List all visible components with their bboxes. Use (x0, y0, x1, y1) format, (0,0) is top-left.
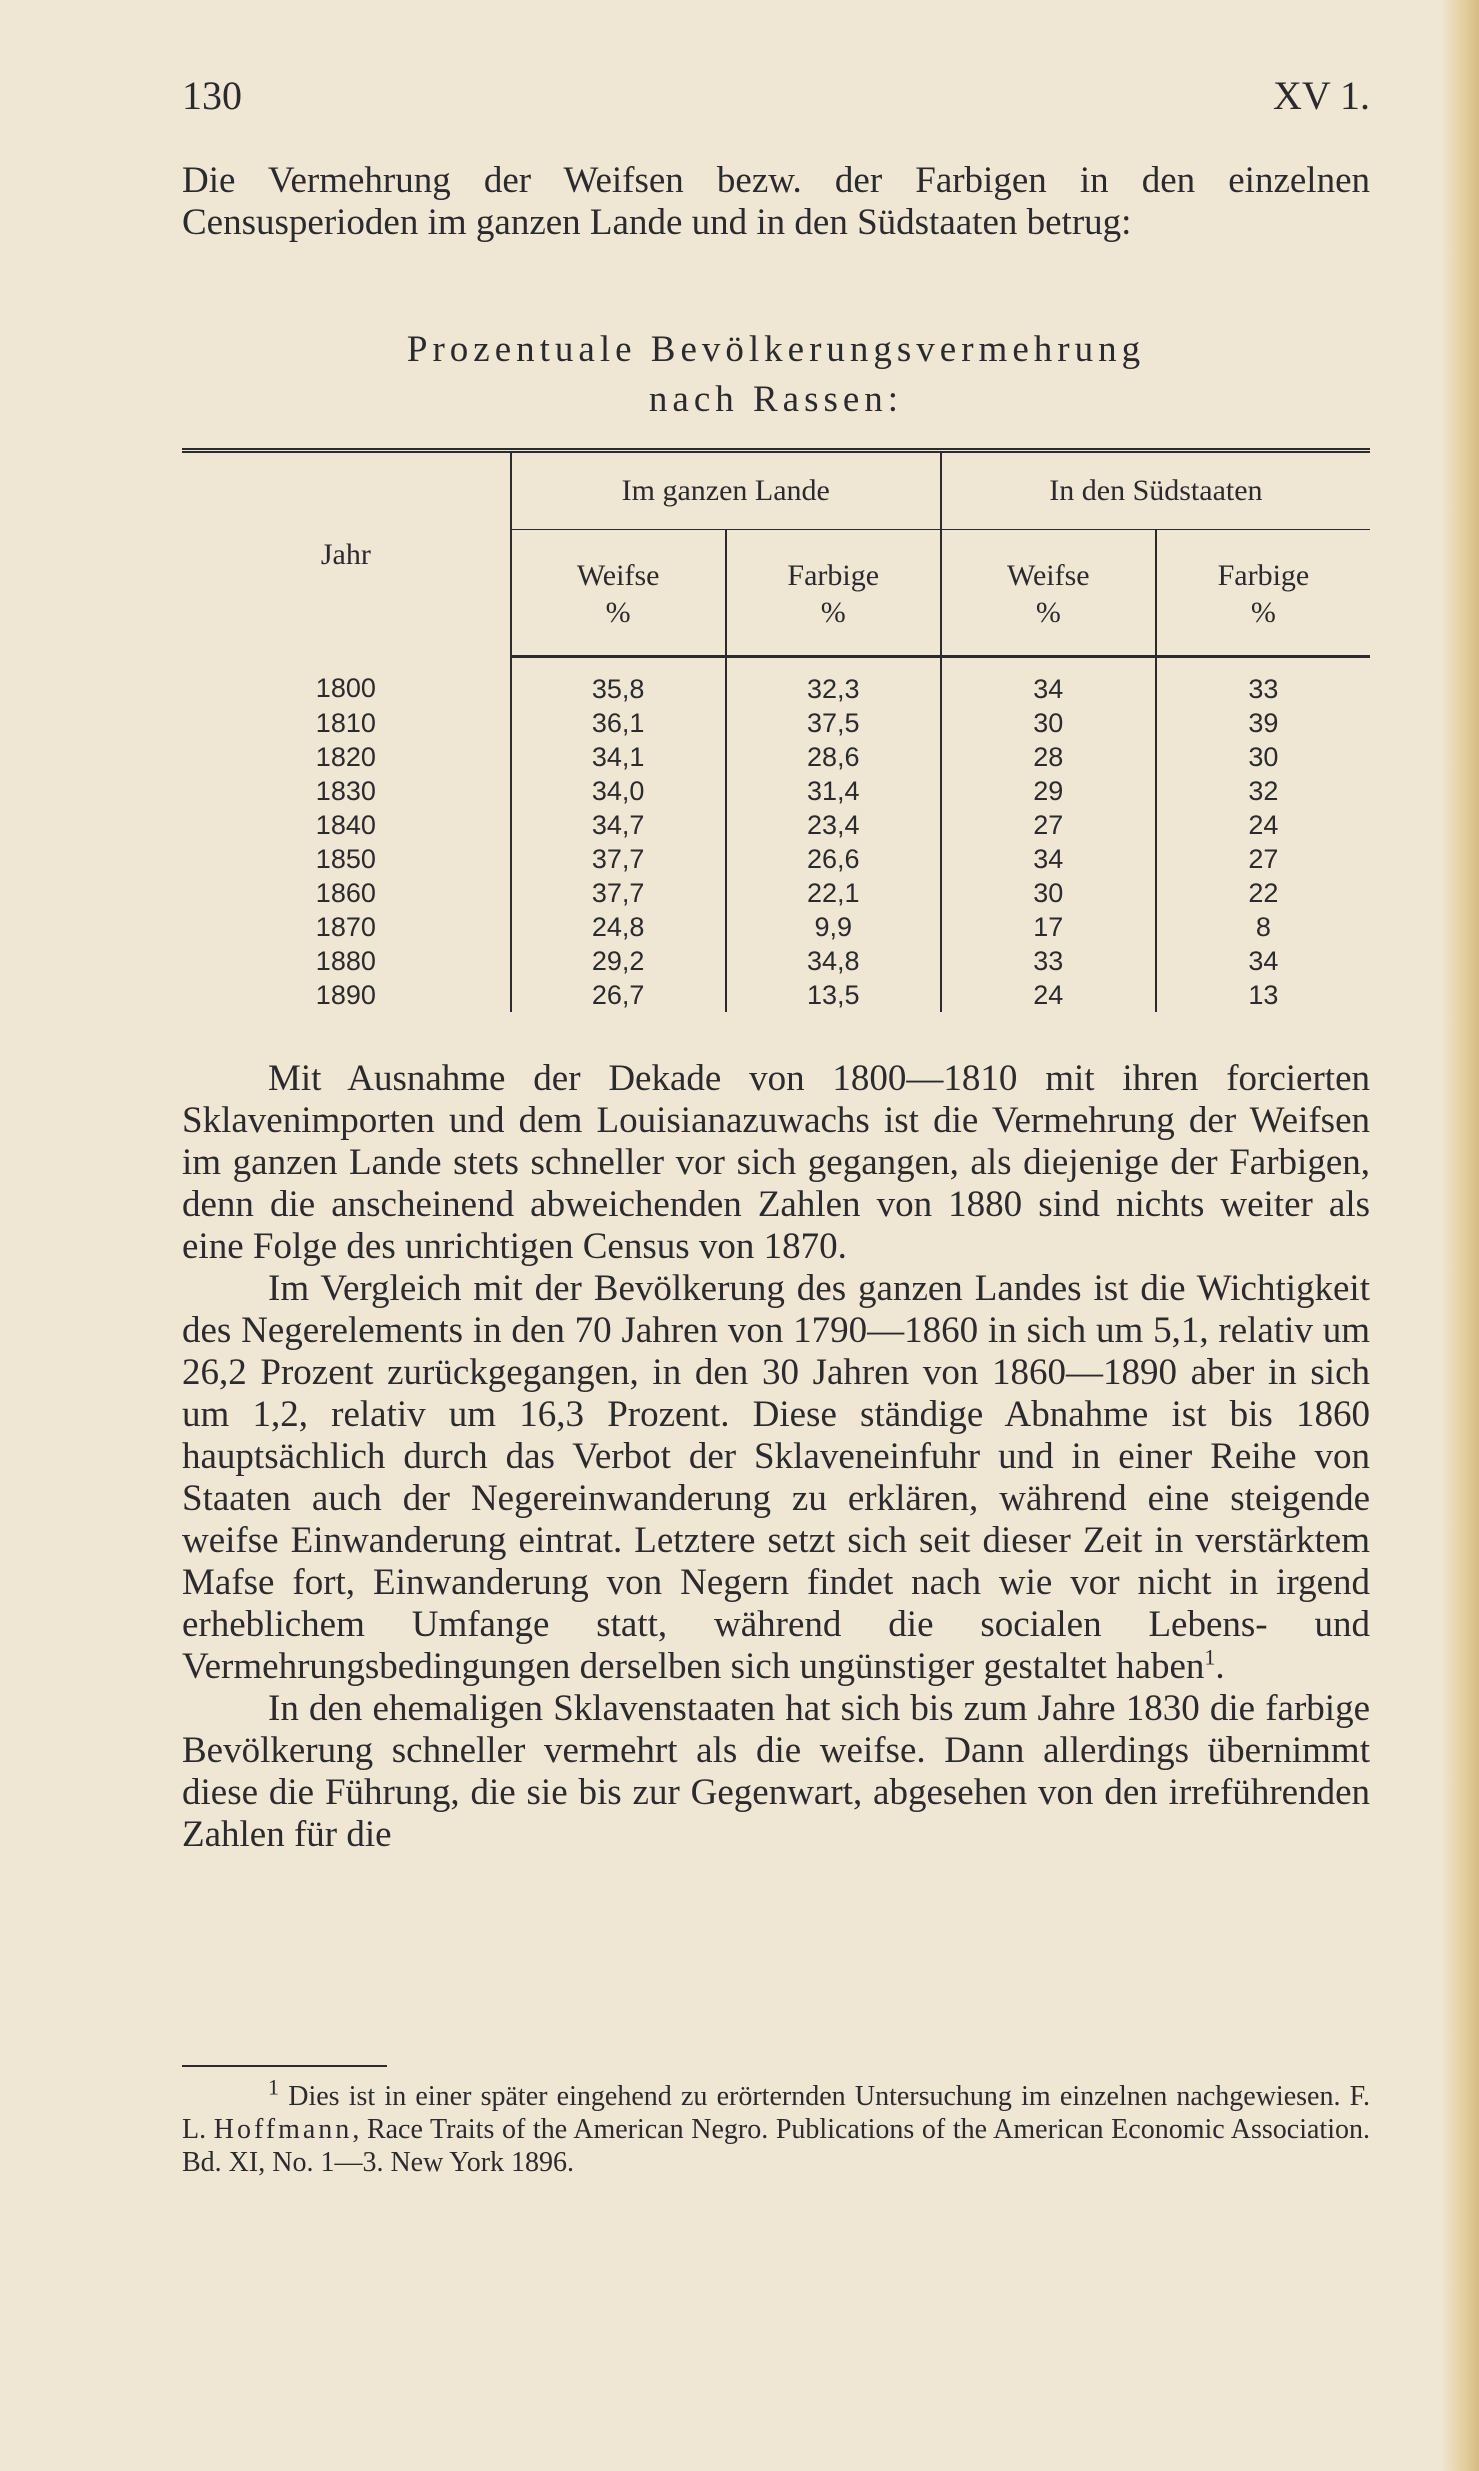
table-heading-line2: nach Rassen: (648, 379, 904, 420)
body-paragraph-3: In den ehemaligen Sklavenstaaten hat sich bis zum Jahre 1830 die farbige Bevölkerung schneller vermehrt als die weifse. Dann allerdings übernimmt diese die Führung, die sie bis zur Gegenwart, abgesehen von den irreführenden Zahlen für die (182, 1688, 1370, 1855)
cell-value: 37,7 (511, 876, 726, 910)
footnote-reference: 1 (1204, 1644, 1216, 1670)
table-row (182, 657, 1370, 707)
cell-value: 29 (941, 774, 1156, 808)
cell-value: 22 (1156, 876, 1370, 910)
cell-value: 34,0 (511, 774, 726, 808)
footnote-divider (182, 2065, 387, 2067)
cell-value: 30 (941, 706, 1156, 740)
cell-value: 34 (941, 842, 1156, 876)
cell-year: 1870 (315, 912, 376, 942)
cell-year: 1810 (315, 708, 376, 738)
cell-value: 22,1 (726, 876, 941, 910)
cell-value: 24 (941, 978, 1156, 1012)
body-paragraph-2-text: Im Vergleich mit der Bevölkerung des ganzen Landes ist die Wichtigkeit des Negerelements in den 70 Jahren von 1790—1860 in sich um 5,1, relativ um 26,2 Prozent zurückgegangen, in den 30 Jahren von 1860—1890 aber in sich um 1,2, relativ um 16,3 Prozent. Diese ständige Abnahme ist bis 1860 hauptsächlich durch das Verbot der Sklaveneinfuhr und in einer Reihe von Staaten auch der Negereinwanderung zu erklären, während eine steigende weifse Einwanderung eintrat. Letztere setzt sich seit dieser Zeit in verstärktem Mafse fort, Einwanderung von Negern findet nach wie vor nicht in irgend erheblichem Umfange statt, während die socialen Lebens- und Vermehrungsbedingungen derselben sich ungünstiger gestaltet haben (182, 1268, 1370, 1687)
cell-value: 33 (1156, 657, 1370, 707)
cell-value: 24 (1156, 808, 1370, 842)
table-row (182, 706, 1370, 740)
cell-value: 17 (941, 910, 1156, 944)
cell-value: 26,6 (726, 842, 941, 876)
footnote-author: Hoffmann (213, 2114, 353, 2145)
table-row (182, 944, 1370, 978)
cell-value: 30 (1156, 740, 1370, 774)
page-number: 130 (182, 73, 242, 118)
cell-year: 1830 (315, 776, 376, 806)
cell-value: 34 (1156, 944, 1370, 978)
group-header-southern-states: In den Südstaaten (941, 451, 1370, 530)
footnote-paragraph (182, 2074, 1370, 2179)
footnote-text-after: , Race Traits of the American Negro. Publications of the American Economic Association. Bd. XI, No. 1—3. New York 1896. (182, 2114, 1370, 2178)
subheader-whites-country: Weifse (511, 530, 726, 596)
footnote-mark: 1 (268, 2074, 279, 2100)
unit-label: % (941, 595, 1156, 657)
cell-value: 39 (1156, 706, 1370, 740)
subheader-colored-country: Farbige (726, 530, 941, 596)
cell-value: 37,5 (726, 706, 941, 740)
cell-year: 1820 (315, 742, 376, 772)
cell-value: 34,8 (726, 944, 941, 978)
signature-mark: XV 1. (1272, 73, 1370, 118)
unit-label: % (726, 595, 941, 657)
cell-value: 33 (941, 944, 1156, 978)
body-text (182, 1058, 1370, 1856)
unit-label: % (511, 595, 726, 657)
cell-value: 30 (941, 876, 1156, 910)
table-heading (182, 325, 1370, 425)
cell-year: 1800 (315, 673, 376, 704)
cell-value: 29,2 (511, 944, 726, 978)
footnote-text-before: Dies ist in einer später eingehend zu erörternden Untersuchung im einzelnen nachgewiesen. F. L. (182, 2081, 1370, 2145)
cell-value: 13,5 (726, 978, 941, 1012)
table-heading-line1: Prozentuale Bevölkerungsvermehrung (406, 329, 1146, 370)
cell-value: 32 (1156, 774, 1370, 808)
cell-year: 1840 (315, 810, 376, 840)
cell-value: 28 (941, 740, 1156, 774)
table-row (182, 978, 1370, 1012)
footnote (182, 2074, 1370, 2179)
unit-label: % (1156, 595, 1370, 657)
body-paragraph-2 (182, 1268, 1370, 1688)
table-row (182, 910, 1370, 944)
subheader-whites-south: Weifse (941, 530, 1156, 596)
subheader-colored-south: Farbige (1156, 530, 1370, 596)
cell-value: 27 (1156, 842, 1370, 876)
cell-value: 32,3 (726, 657, 941, 707)
cell-value: 34,1 (511, 740, 726, 774)
cell-year: 1890 (315, 980, 376, 1010)
table-row (182, 876, 1370, 910)
cell-value: 34 (941, 657, 1156, 707)
table-row (182, 740, 1370, 774)
cell-value: 9,9 (726, 910, 941, 944)
intro-paragraph: Die Vermehrung der Weifsen bezw. der Farbigen in den einzelnen Censusperioden im ganzen Lande und in den Südstaaten betrug: (182, 160, 1370, 243)
group-header-whole-country: Im ganzen Lande (511, 451, 941, 530)
cell-value: 23,4 (726, 808, 941, 842)
cell-year: 1850 (315, 844, 376, 874)
cell-value: 26,7 (511, 978, 726, 1012)
cell-value: 28,6 (726, 740, 941, 774)
body-paragraph-1: Mit Ausnahme der Dekade von 1800—1810 mit ihren forcierten Sklavenimporten und dem Louisianazuwachs ist die Vermehrung der Weifsen im ganzen Lande stets schneller vor sich gegangen, als diejenige der Farbigen, denn die anscheinend abweichenden Zahlen von 1880 sind nichts weiter als eine Folge des unrichtigen Census von 1870. (182, 1058, 1370, 1267)
table-row (182, 808, 1370, 842)
population-growth-table (182, 448, 1370, 1012)
cell-value: 13 (1156, 978, 1370, 1012)
cell-year: 1860 (315, 878, 376, 908)
cell-value: 36,1 (511, 706, 726, 740)
cell-value: 24,8 (511, 910, 726, 944)
page-header (182, 72, 1370, 132)
year-column-header: Jahr (182, 451, 511, 657)
cell-value: 31,4 (726, 774, 941, 808)
cell-year: 1880 (315, 946, 376, 976)
page-edge (1441, 0, 1479, 2471)
body-paragraph-2-end: . (1215, 1646, 1225, 1687)
cell-value: 34,7 (511, 808, 726, 842)
table-row (182, 774, 1370, 808)
cell-value: 37,7 (511, 842, 726, 876)
cell-value: 8 (1156, 910, 1370, 944)
table-row (182, 842, 1370, 876)
cell-value: 27 (941, 808, 1156, 842)
cell-value: 35,8 (511, 657, 726, 707)
